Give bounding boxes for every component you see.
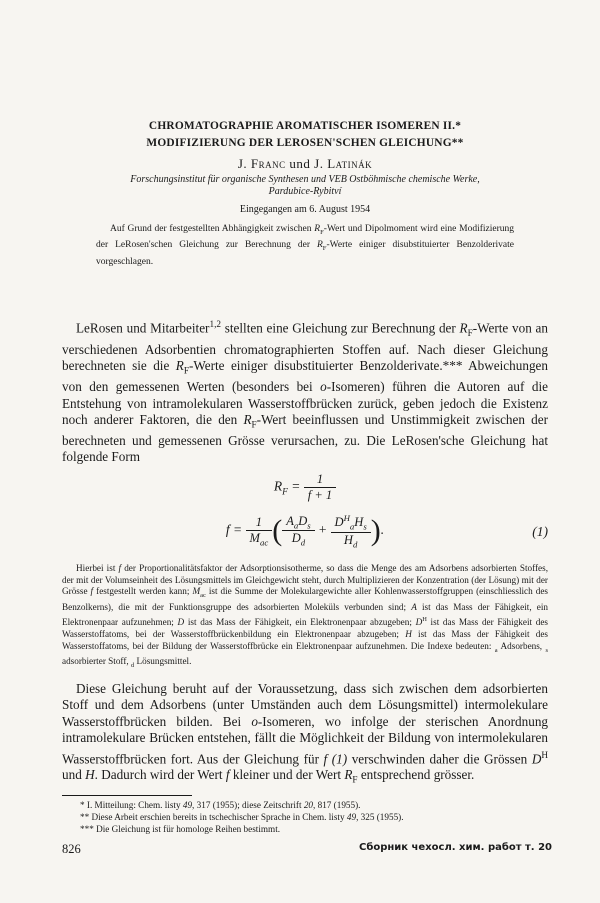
- eq-f: f: [225, 522, 230, 538]
- abstract-text: -Wert und Dipolmoment wird eine Modifizierung der LeRosen'schen Gleichung zur Berechnung der: [96, 224, 514, 251]
- institute: [74, 174, 536, 198]
- f-symbol: f: [225, 767, 230, 783]
- mac-sub: ac: [200, 592, 206, 600]
- fraction-denominator: [282, 531, 314, 548]
- a-sub: a: [293, 520, 299, 531]
- para-text: -Isomeren, wo infolge der sterischen Anordnung intramolekulare Brücken entstehen, fällt die Möglichkeit der Bildung von intermolekularen Wasserstoffbrücken fort. Aus der Gleichung für: [62, 713, 549, 766]
- index-a: a: [494, 646, 498, 654]
- rf-subscript: F: [322, 245, 327, 253]
- a-symbol: A: [411, 602, 417, 613]
- open-paren: (: [272, 513, 283, 547]
- equation-number: (1): [532, 523, 548, 539]
- title-line-1: CHROMATOGRAPHIE AROMATISCHER ISOMEREN II.*: [148, 120, 462, 132]
- authors: [62, 156, 548, 172]
- footnote-text: , 817 (1955).: [313, 800, 361, 811]
- dh-sup: H: [343, 512, 350, 523]
- close-paren: ): [370, 513, 381, 547]
- index-d: d: [130, 661, 135, 669]
- equation-reference: (1): [331, 750, 348, 766]
- abstract: [96, 223, 514, 268]
- rf-symbol: R: [344, 767, 353, 783]
- footnote-text: , 317 (1955); diese Zeitschrift: [192, 800, 304, 811]
- rf-subscript: F: [467, 328, 473, 339]
- note-text: adsorbierter Stoff,: [62, 656, 131, 667]
- author2-name: Latinák: [327, 156, 373, 171]
- note-text: Hierbei ist: [76, 562, 119, 573]
- footnote-mark: *: [80, 800, 87, 811]
- dh-symbol: D: [415, 616, 423, 627]
- note-text: Lösungsmittel.: [134, 656, 192, 667]
- h-symbol: H: [85, 767, 95, 783]
- fraction-dh: [331, 513, 371, 549]
- dd-sub: d: [300, 537, 306, 548]
- f-symbol: f: [90, 586, 94, 597]
- note-text: Adsorbens,: [497, 640, 546, 651]
- author1-initial: J.: [237, 156, 251, 171]
- eq-rf: R: [273, 478, 283, 494]
- page-content: [62, 118, 548, 835]
- rf-symbol: R: [314, 224, 321, 234]
- a-symbol: A: [286, 513, 294, 528]
- dh-symbol: D: [334, 515, 344, 529]
- fraction-mac: [246, 515, 273, 548]
- hd-symbol: H: [343, 532, 353, 547]
- dh-symbol: D: [531, 750, 542, 766]
- rf-subscript: F: [320, 228, 324, 236]
- intro-text: -Wert beeinflussen und Unstimmigkeit zwischen der berechneten und gemessenen Grösse verursachen, zu. Die LeRosen'sche Gleichung hat folgende Form: [62, 411, 548, 465]
- note-text: ist das Mass der Fähigkeit des Wasserstoffatoms, bei der Wasserstoffbrückenbildung ein Elektronenpaar abzugeben;: [62, 616, 548, 639]
- h-symbol: H: [405, 628, 412, 639]
- para-text: Diese Gleichung beruht auf der Voraussetzung, dass sich zwischen dem adsorbierten Stoff und dem Adsorbens (unter Umständen auch dem Lösungsmittel) intermolekulare Wasserstoffbrücken bilden. Bei: [62, 680, 548, 729]
- ds-sub: s: [307, 520, 311, 531]
- fraction-numerator: 1: [246, 515, 273, 531]
- journal-name: Сборник чехосл. хим. работ т. 20: [359, 842, 552, 853]
- volume-number: 49: [182, 800, 193, 811]
- title-line-2: MODIFIZIERUNG DER LEROSEN'SCHEN GLEICHUNG**: [146, 137, 464, 149]
- symbol-explanation: [62, 563, 548, 672]
- intro-paragraph: [62, 316, 548, 466]
- second-paragraph: [62, 681, 548, 788]
- mac-symbol: M: [249, 530, 260, 545]
- page-number: 826: [62, 842, 81, 856]
- rf-subscript: F: [352, 775, 358, 786]
- dh-sub: a: [349, 521, 355, 532]
- institute-line-2: Pardubice-Rybitví: [268, 186, 342, 197]
- received-date: Eingegangen am 6. August 1954: [239, 204, 371, 215]
- note-text: ist das Mass der Fähigkeit des Wasserstoffatoms, bei der Bildung der Wasserstoffbrücke ein Elektronenpaar aufzunehmen. Die Indexe bedeuten:: [62, 628, 548, 651]
- para-text: . Dadurch wird der Wert: [94, 767, 226, 783]
- note-text: festgestellt werden kann;: [93, 586, 193, 597]
- f-symbol: f: [323, 750, 328, 766]
- rf-symbol: R: [459, 320, 468, 336]
- hs-sub: s: [363, 521, 367, 532]
- fraction-numerator: 1: [304, 472, 336, 488]
- intro-text: LeRosen und Mitarbeiter: [76, 320, 210, 336]
- equation-f: [62, 513, 548, 553]
- eq-equals: =: [287, 478, 304, 494]
- para-text: und: [62, 767, 86, 783]
- rf-subscript: F: [251, 419, 257, 430]
- footnote-2: [62, 811, 548, 823]
- abstract-text: Auf Grund der festgestellten Abhängigkeit zwischen: [110, 224, 315, 234]
- fraction-numerator: [331, 513, 371, 533]
- intro-text: stellten eine Gleichung zur Berechnung der: [221, 320, 460, 336]
- fraction-denominator: [246, 531, 273, 548]
- d-symbol: D: [177, 616, 185, 627]
- fraction-denominator: f + 1: [307, 487, 333, 502]
- footnote-1: [62, 799, 548, 811]
- eq-plus: +: [314, 522, 331, 538]
- footnote-text: , 325 (1955).: [356, 812, 404, 823]
- author-conjunction: und: [285, 156, 315, 171]
- para-text: entsprechend grösser.: [357, 767, 475, 783]
- footnote-rule: [62, 795, 192, 796]
- note-text: ist die Summe der Molekulargewichte aller Kohlenwasserstoffgruppen (einschliesslich des Benzolkerns), die mit der Funktionsgruppe des adsorbierten Moleküls verbunden sind;: [62, 586, 548, 613]
- ortho-symbol: o: [251, 713, 258, 729]
- intro-text: -Werte einiger disubstituierter Benzolderivate.*** Abweichungen von den gemessenen Werten (besonders bei: [62, 358, 548, 395]
- intro-text: -Werte von an verschiedenen Adsorbentien chromatographierten Stoffen auf. Nach dieser Gleichung berechneten sie die: [62, 320, 548, 374]
- footnote-text: Die Gleichung ist für homologe Reihen bestimmt.: [96, 824, 281, 835]
- rf-symbol: R: [175, 358, 184, 374]
- fraction-denominator: [331, 533, 371, 550]
- footnotes: [62, 795, 548, 835]
- mac-symbol: M: [192, 586, 201, 597]
- rf-symbol: R: [316, 240, 323, 251]
- fraction-ad: [282, 514, 314, 548]
- eq-period: .: [380, 522, 385, 538]
- abstract-text: -Werte einiger disubstituierter Benzolderivate vorgeschlagen.: [96, 240, 514, 267]
- ds-symbol: D: [298, 513, 308, 528]
- intro-text: -Isomeren) führen die Autoren auf die Entstehung von intramolekularen Wasserstoffbrücken zurück, geben jedoch die Existenz noch anderer Faktoren, die den: [62, 379, 548, 427]
- note-text: der Proportionalitätsfaktor der Adsorptionsisotherme, so dass die Menge des am Adsorbens adsorbierten Stoffes, der mit der Volumseinheit des Lösungsmittels im Gleichgewicht steht, durch Multiplizieren der Konzentration (der Lösung) mit der Grösse: [62, 562, 549, 597]
- footnote-3: [62, 823, 548, 835]
- fraction-1: [304, 472, 336, 503]
- equation-rf: [62, 472, 548, 503]
- institute-line-1: Forschungsinstitut für organische Synthesen und VEB Ostböhmische chemische Werke,: [130, 174, 480, 185]
- mac-sub: ac: [259, 537, 269, 548]
- author2-initial: J.: [314, 156, 328, 171]
- dh-sup: H: [422, 615, 427, 623]
- ortho-symbol: o: [320, 379, 327, 395]
- para-text: kleiner und der Wert: [229, 767, 345, 783]
- eq-equals: =: [229, 522, 246, 538]
- hs-symbol: H: [354, 515, 364, 529]
- fraction-numerator: [282, 514, 314, 532]
- hd-sub: d: [352, 539, 358, 549]
- eq-rf-sub: F: [282, 487, 288, 498]
- dd-symbol: D: [291, 531, 301, 546]
- footnote-mark: ***: [80, 824, 97, 835]
- index-s: s: [545, 646, 548, 654]
- volume-number: 20: [303, 800, 313, 811]
- note-text: ist das Mass der Fähigkeit, ein Elektronenpaar aufzunehmen;: [62, 602, 548, 627]
- note-text: ist das Mass der Fähigkeit, ein Elektronenpaar abzugeben;: [184, 616, 416, 627]
- dh-sup: H: [541, 749, 549, 760]
- footnote-text: Diese Arbeit erschien bereits in tschechischer Sprache in Chem. listy: [91, 812, 347, 823]
- f-symbol: f: [118, 562, 122, 573]
- author1-name: Franc: [250, 156, 286, 171]
- reference-superscript: 1,2: [209, 319, 221, 330]
- rf-subscript: F: [183, 365, 189, 376]
- footnote-mark: **: [80, 812, 92, 823]
- rf-symbol: R: [243, 411, 252, 427]
- volume-number: 49: [346, 812, 357, 823]
- para-text: verschwinden daher die Grössen: [347, 750, 532, 766]
- footnote-text: I. Mitteilung: Chem. listy: [86, 800, 183, 811]
